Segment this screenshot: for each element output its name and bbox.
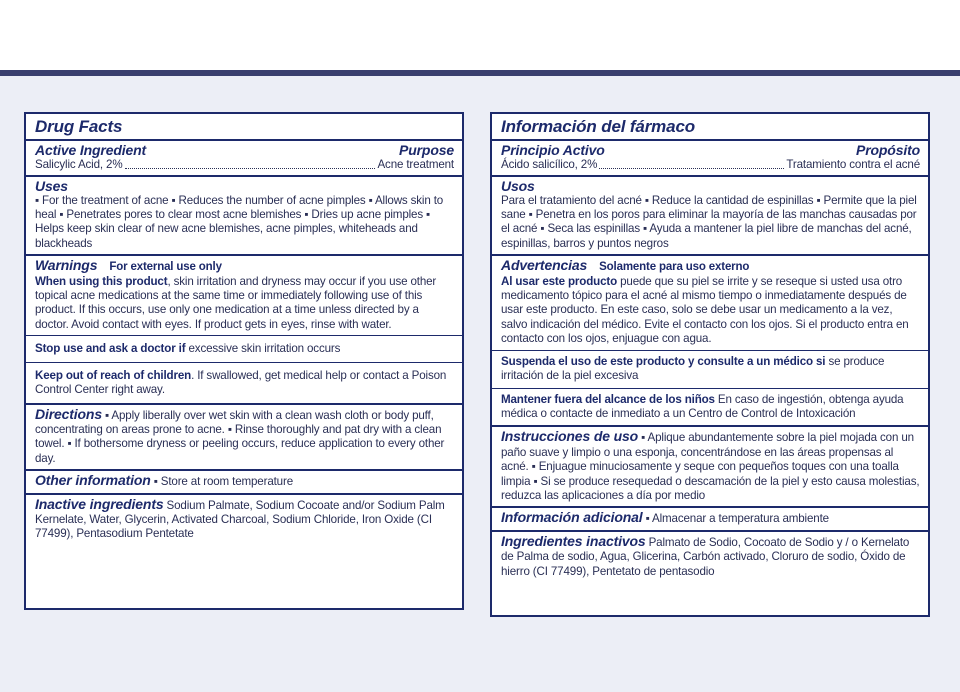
- active-ingredient-value: Salicylic Acid, 2%: [35, 157, 123, 171]
- uses-section: [492, 177, 928, 256]
- when-using-text: puede que su piel se irrite y se reseque si usted usa otro medicamento tópico para el acné al mismo tiempo o inmediatamente después de usar este producto. En este caso, solo se debe usar un medicamento a la vez, salvo indicación del médico. Evite el contacto con los ojos. Si el producto entra en contacto con los ojos, enjuague con agua.: [501, 274, 909, 346]
- inactive-heading: Inactive ingredients: [35, 495, 164, 512]
- keep-out-heading: Mantener fuera del alcance de los niños: [501, 392, 715, 406]
- directions-section: [492, 427, 928, 508]
- title-section: [26, 114, 462, 141]
- drug-facts-panel-english: [24, 112, 464, 610]
- active-ingredient-section: [492, 141, 928, 177]
- warnings-heading: Advertencias: [501, 257, 588, 274]
- other-info-heading: Información adicional: [501, 509, 643, 526]
- drug-facts-panel-spanish: [490, 112, 930, 617]
- inactive-heading: Ingredientes inactivos: [501, 532, 646, 549]
- inactive-ingredients-section: [492, 532, 928, 582]
- keep-out-text: . If swallowed, get medical help or contact a Poison Control Center right away.: [35, 368, 447, 397]
- when-using-heading: When using this product: [35, 274, 168, 288]
- other-information-section: [26, 471, 462, 494]
- stop-use-heading: Stop use and ask a doctor if: [35, 342, 186, 356]
- directions-heading: Instrucciones de uso: [501, 428, 639, 445]
- directions-text: ▪ Aplique abundantemente sobre la piel mojada con un paño suave y limpio o una esponja, concentrándose en las áreas propensas al acné. ▪ Enjuague minuciosamente y seque con pequeños toques con una toalla limpia ▪ Si se produce resequedad o descamación de la piel y esto causa molestias, reduzca las aplicaciones a día por medio: [501, 431, 920, 502]
- inactive-text: Palmato de Sodio, Cocoato de Sodio y / o Kernelato de Palma de sodio, Agua, Glicerina, Carbón activado, Cloruro de sodio, Óxido de hierro (CI 77499), Pentetato de pentasodio: [501, 535, 910, 578]
- purpose-value: Acne treatment: [377, 157, 454, 171]
- active-ingredient-heading: Principio Activo: [501, 142, 605, 159]
- stop-use-heading: Suspenda el uso de este producto y consulte a un médico si: [501, 354, 826, 368]
- uses-text: Para el tratamiento del acné ▪ Reduce la cantidad de espinillas ▪ Permite que la piel sane ▪ Penetra en los poros para eliminar la mayoría de las manchas causadas por el acné ▪ Seca las espinillas ▪ Ayuda a mantener la piel libre de manchas del acné, espinillas, barros y puntos negros: [501, 193, 917, 250]
- warnings-when-using: [492, 256, 928, 350]
- purpose-heading: Purpose: [399, 142, 454, 159]
- when-using-heading: Al usar este producto: [501, 274, 618, 288]
- other-info-heading: Other information: [35, 472, 151, 489]
- uses-section: [26, 177, 462, 256]
- warnings-section: [26, 256, 462, 404]
- stop-use-text: se produce irritación de la piel excesiva: [501, 354, 885, 383]
- other-information-section: [492, 508, 928, 531]
- other-info-text: ▪ Almacenar a temperatura ambiente: [642, 512, 829, 526]
- keep-out-text: En caso de ingestión, obtenga ayuda médica o contacte de inmediato a un Centro de Control de Intoxicación: [501, 392, 904, 420]
- active-ingredient-value: Ácido salicílico, 2%: [501, 157, 598, 171]
- directions-heading: Directions: [35, 405, 102, 422]
- other-info-text: ▪ Store at room temperature: [150, 475, 293, 489]
- when-using-text: , skin irritation and dryness may occur if you use other topical acne medications at the same time or immediately following use of this product. If this occurs, use only one medication at a time unless directed by a doctor. Avoid contact with eyes. If product gets in eyes, rinse with water.: [35, 274, 437, 331]
- purpose-value: Tratamiento contra el acné: [786, 157, 920, 171]
- package-top-edge: [0, 70, 960, 76]
- dot-leader: [599, 168, 784, 169]
- warnings-stop-use: [492, 351, 928, 389]
- warnings-keep-out: [492, 389, 928, 426]
- inactive-ingredients-section: [26, 495, 462, 545]
- panel-title: Información del fármaco: [501, 117, 695, 136]
- uses-heading: Uses: [35, 178, 68, 195]
- purpose-heading: Propósito: [856, 142, 920, 159]
- directions-text: ▪ Apply liberally over wet skin with a clean wash cloth or body puff, concentrating on areas prone to acne. ▪ Rinse thoroughly and pat dry with a clean towel. ▪ If bothersome dryness or peeling occurs, reduce application to every other day.: [35, 408, 445, 465]
- warnings-when-using: [26, 256, 462, 336]
- inactive-text: Sodium Palmate, Sodium Cocoate and/or Sodium Palm Kernelate, Water, Glycerin, Activated Charcoal, Sodium Chloride, Iron Oxide (CI 77499), Pentasodium Pentetate: [35, 498, 445, 541]
- uses-text: ▪ For the treatment of acne ▪ Reduces the number of acne pimples ▪ Allows skin to heal ▪ Penetrates pores to clear most acne blemishes ▪ Dries up acne pimples ▪ Helps keep skin clear of new acne blemishes, acne pimples, whiteheads and blackheads: [35, 193, 444, 250]
- warnings-section: [492, 256, 928, 427]
- panel-title: Drug Facts: [35, 117, 123, 136]
- title-section: [492, 114, 928, 141]
- warnings-note: For external use only: [109, 261, 222, 274]
- stop-use-text: excessive skin irritation occurs: [185, 342, 341, 356]
- dot-leader: [125, 168, 376, 169]
- warnings-note: Solamente para uso externo: [599, 261, 750, 274]
- uses-heading: Usos: [501, 178, 535, 195]
- active-ingredient-heading: Active Ingredient: [35, 142, 147, 159]
- keep-out-heading: Keep out of reach of children: [35, 368, 192, 382]
- directions-section: [26, 405, 462, 472]
- warnings-keep-out: [26, 363, 462, 403]
- warnings-stop-use: [26, 336, 462, 362]
- warnings-heading: Warnings: [35, 257, 98, 274]
- active-ingredient-section: [26, 141, 462, 177]
